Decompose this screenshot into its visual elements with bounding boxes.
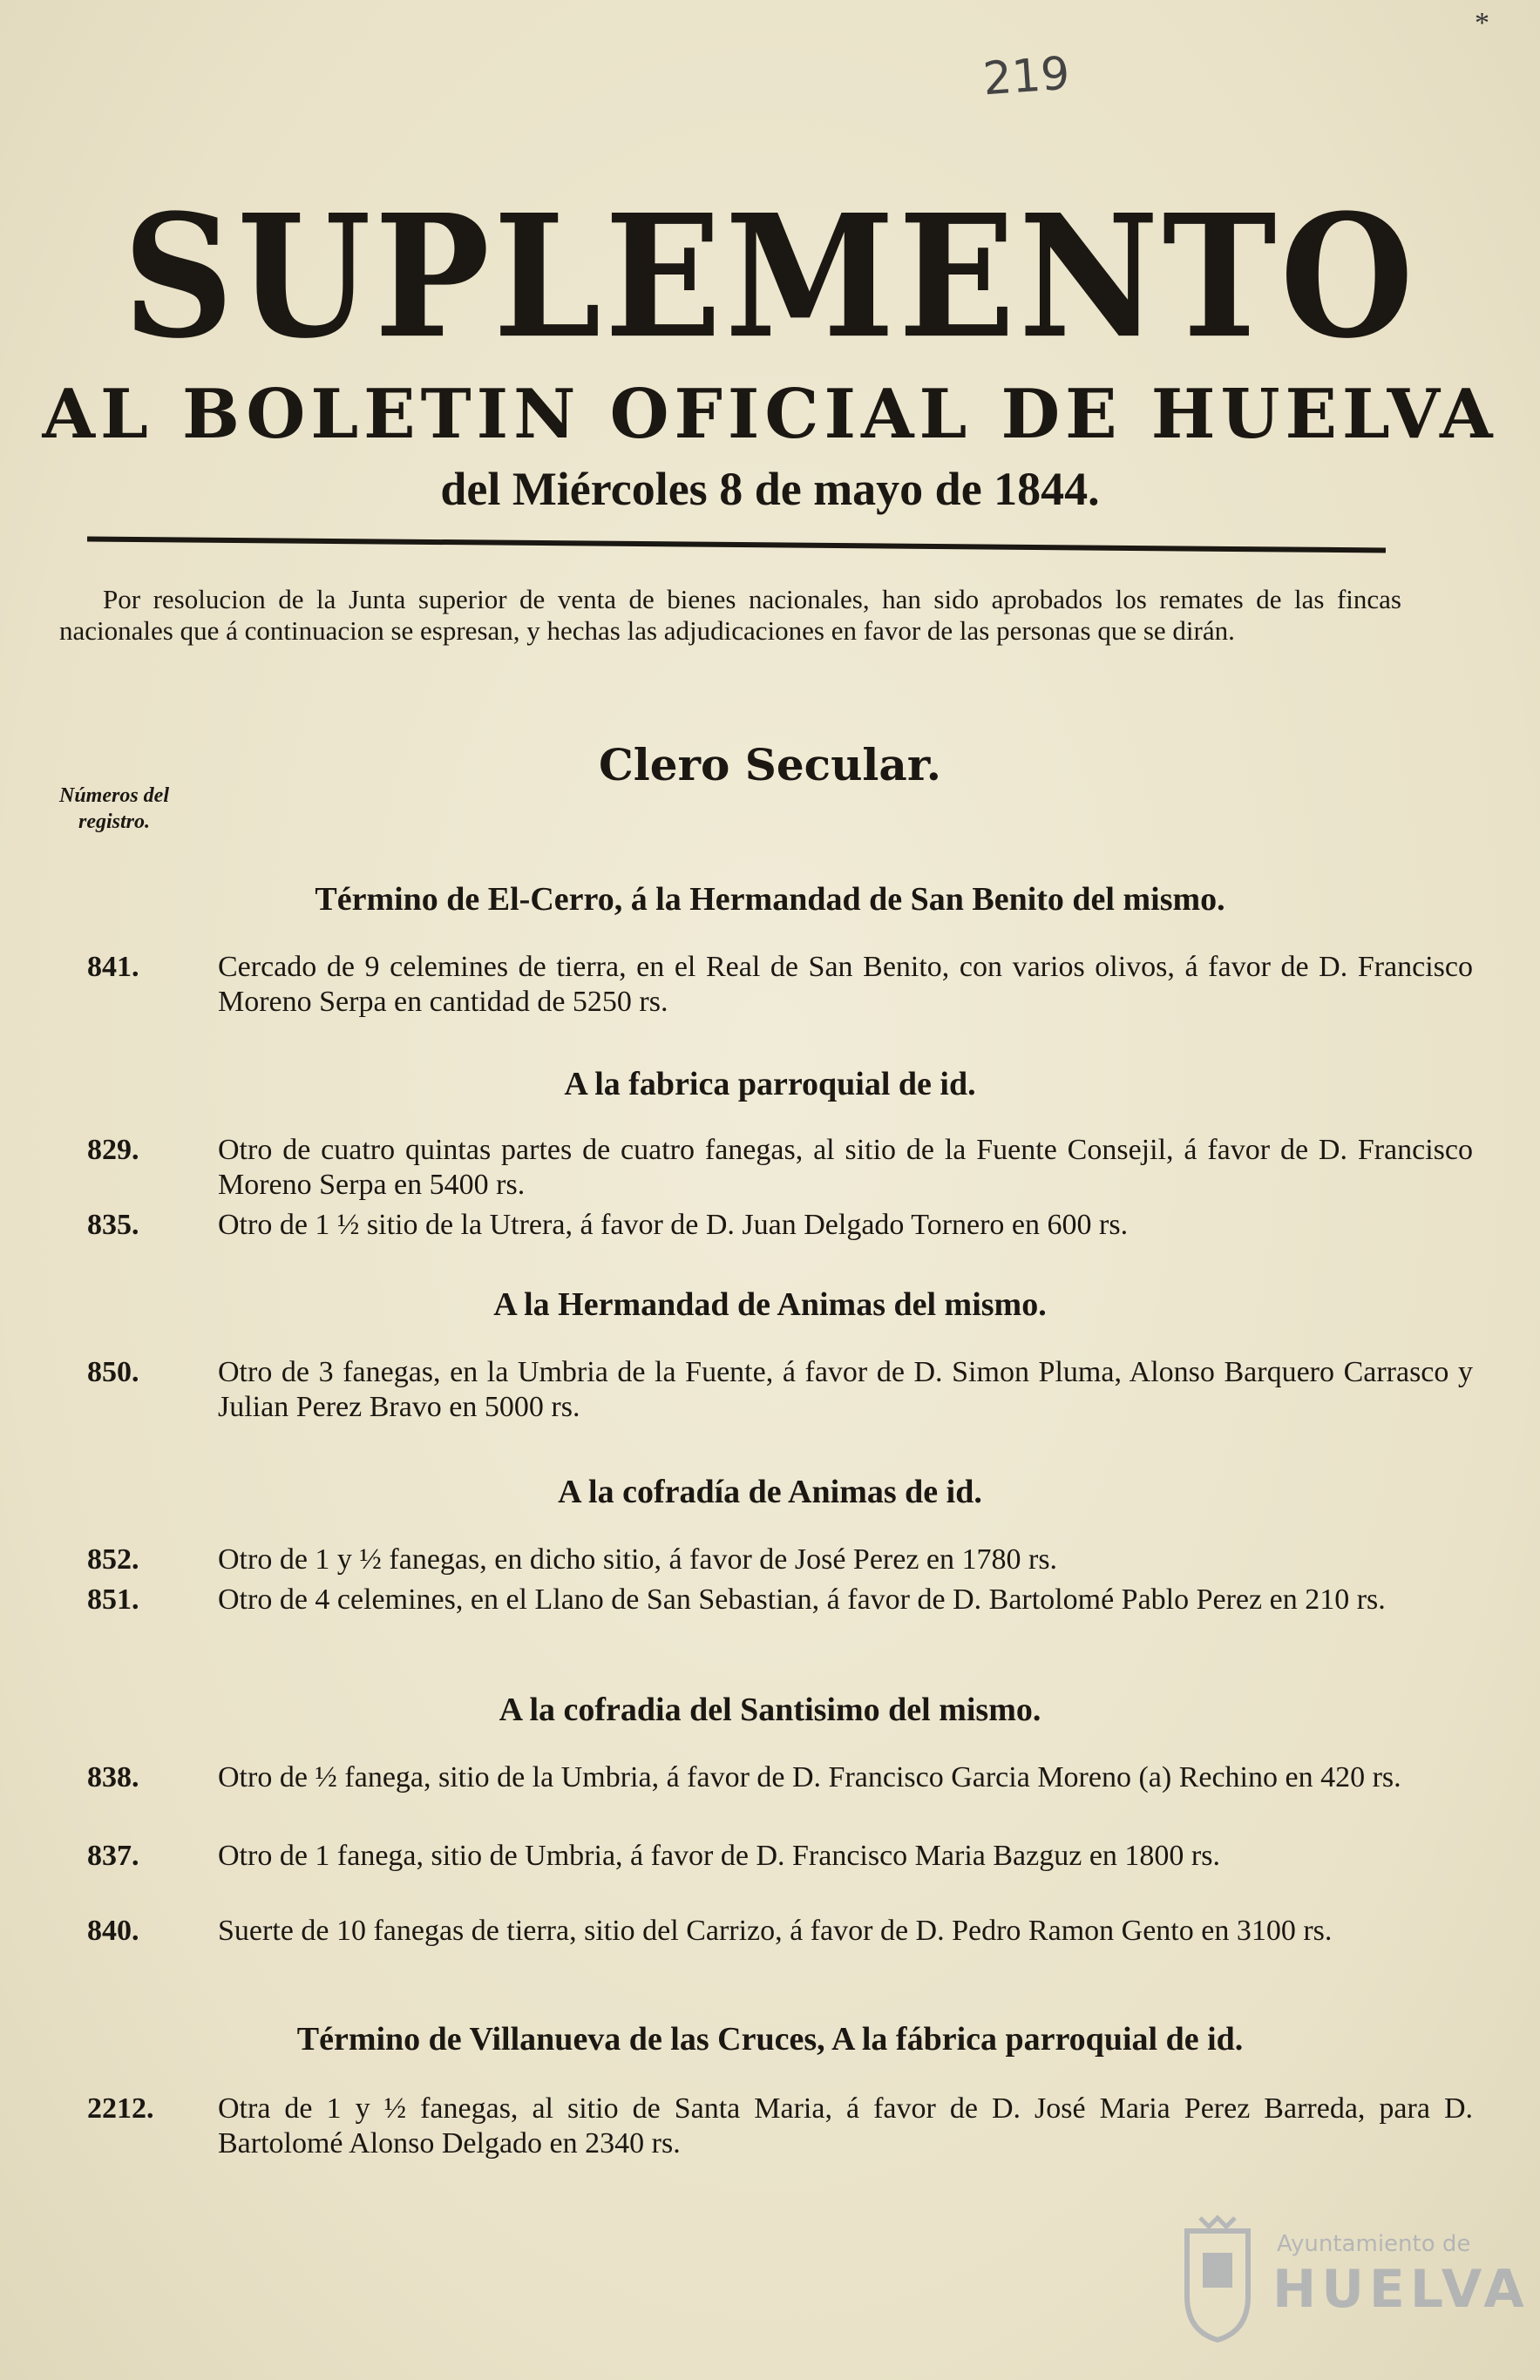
- entry-text: Otro de cuatro quintas partes de cuatro fanegas, al sitio de la Fuente Consejil, á favor de D. Francisco Moreno Serpa en 5400 rs.: [218, 1134, 1473, 1201]
- list-item: [87, 1760, 1473, 1795]
- register-number: 852.: [87, 1543, 139, 1576]
- entry-text: Otro de 3 fanegas, en la Umbria de la Fuente, á favor de D. Simon Pluma, Alonso Barquero Carrasco y Julian Perez Bravo en 5000 rs.: [218, 1356, 1473, 1423]
- watermark-name: HUELVA: [1272, 2259, 1530, 2320]
- list-item: [87, 1543, 1473, 1577]
- group-heading: A la fabrica parroquial de id.: [564, 1066, 976, 1102]
- register-number: 835.: [87, 1209, 139, 1241]
- intro-paragraph: Por resolucion de la Junta superior de venta de bienes nacionales, han sido aprobados los remates de las fincas nacionales que á continuacion se espresan, y hechas las adjudicaciones en favor de las personas que se dirán.: [59, 584, 1401, 646]
- list-item: [87, 1133, 1473, 1203]
- list-item: [87, 950, 1473, 1020]
- register-number: 850.: [87, 1356, 139, 1388]
- coat-of-arms-icon: [1178, 2214, 1257, 2344]
- list-item: [87, 2092, 1473, 2161]
- masthead-subtitle: AL BOLETIN OFICIAL DE HUELVA: [42, 375, 1498, 454]
- register-number: 829.: [87, 1134, 139, 1166]
- entry-text: Otro de ½ fanega, sitio de la Umbria, á favor de D. Francisco Garcia Moreno (a) Rechino en 420 rs.: [218, 1761, 1401, 1793]
- archive-watermark: [1168, 2205, 1530, 2353]
- register-number: 2212.: [87, 2092, 154, 2125]
- list-item: [87, 1914, 1473, 1949]
- register-number: 841.: [87, 951, 139, 983]
- list-item: [87, 1583, 1473, 1617]
- group-heading: A la Hermandad de Animas del mismo.: [493, 1286, 1047, 1323]
- watermark-caption: Ayuntamiento de: [1277, 2231, 1471, 2257]
- entry-text: Otro de 1 ½ sitio de la Utrera, á favor de D. Juan Delgado Tornero en 600 rs.: [218, 1209, 1129, 1241]
- masthead-title: SUPLEMENTO: [123, 177, 1417, 376]
- register-number: 838.: [87, 1761, 139, 1793]
- entry-text: Otro de 4 celemines, en el Llano de San Sebastian, á favor de D. Bartolomé Pablo Perez en 210 rs.: [218, 1583, 1386, 1616]
- group-heading: Término de El-Cerro, á la Hermandad de San Benito del mismo.: [315, 881, 1225, 918]
- entry-text: Otra de 1 y ½ fanegas, al sitio de Santa Maria, á favor de D. José Maria Perez Barreda, para D. Bartolomé Alonso Delgado en 2340 rs.: [218, 2092, 1473, 2160]
- register-number: 837.: [87, 1840, 139, 1872]
- entry-text: Otro de 1 y ½ fanegas, en dicho sitio, á favor de José Perez en 1780 rs.: [218, 1543, 1058, 1576]
- corner-mark: *: [1475, 7, 1489, 39]
- group-heading: A la cofradia del Santisimo del mismo.: [499, 1692, 1041, 1728]
- group-heading: Término de Villanueva de las Cruces, A la fábrica parroquial de id.: [296, 2021, 1244, 2058]
- number-column-label: Números del registro.: [59, 784, 169, 833]
- group-heading: A la cofradía de Animas de id.: [558, 1474, 982, 1510]
- register-number: 851.: [87, 1583, 139, 1616]
- entry-text: Otro de 1 fanega, sitio de Umbria, á favor de D. Francisco Maria Bazguz en 1800 rs.: [218, 1840, 1220, 1872]
- section-title: Clero Secular.: [599, 739, 941, 790]
- header-rule: [87, 536, 1386, 553]
- entry-text: Suerte de 10 fanegas de tierra, sitio del Carrizo, á favor de D. Pedro Ramon Gento en 3100 rs.: [218, 1915, 1333, 1947]
- register-number: 840.: [87, 1915, 139, 1947]
- list-item: [87, 1839, 1473, 1874]
- entry-text: Cercado de 9 celemines de tierra, en el Real de San Benito, con varios olivos, á favor de D. Francisco Moreno Serpa en cantidad de 5250 rs.: [218, 951, 1473, 1018]
- list-item: [87, 1355, 1473, 1425]
- list-item: [87, 1208, 1473, 1243]
- masthead-date: del Miércoles 8 de mayo de 1844.: [440, 463, 1100, 515]
- folio-number: 219: [981, 47, 1072, 106]
